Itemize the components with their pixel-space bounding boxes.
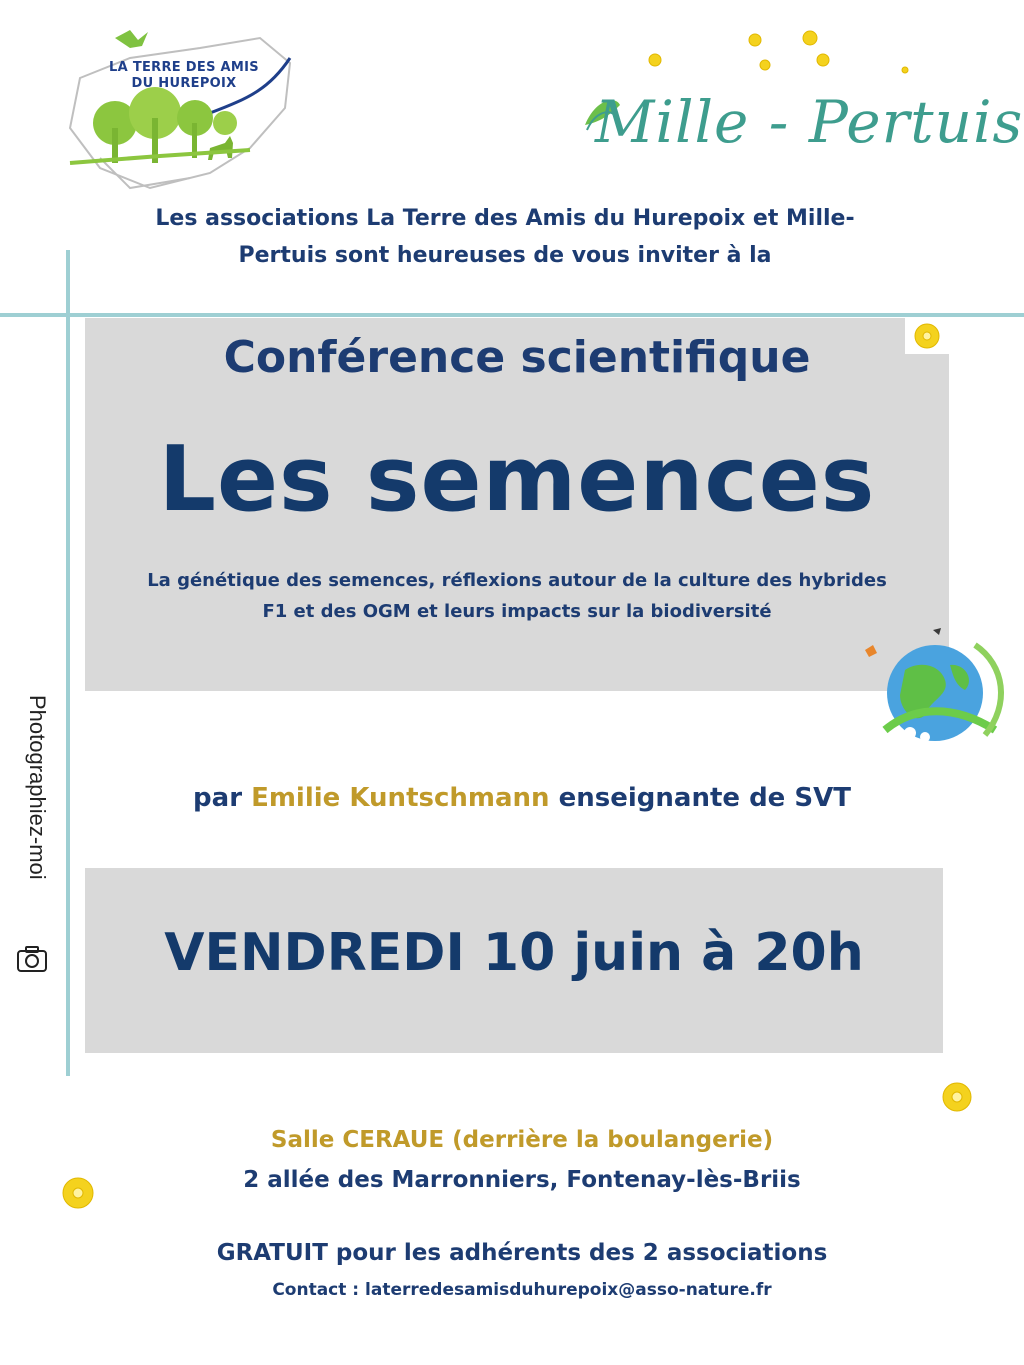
event-date: VENDREDI 10 juin à 20h xyxy=(164,923,864,983)
horizontal-accent-line xyxy=(0,313,1024,317)
globe-icon xyxy=(855,625,1015,755)
flower-icon xyxy=(940,1080,974,1114)
venue-address: 2 allée des Marronniers, Fontenay-lès-Briis xyxy=(243,1167,801,1193)
free-admission: GRATUIT pour les adhérents des 2 associations xyxy=(216,1240,828,1266)
tree-landscape-icon xyxy=(60,18,300,203)
venue-info xyxy=(90,1120,954,1200)
contact-email[interactable]: Contact : laterredesamisduhurepoix@asso-nature.fr xyxy=(272,1280,772,1300)
subtitle-line-1: La génétique des semences, réflexions autour de la culture des hybrides xyxy=(147,570,887,591)
right-logo-text: Mille - Pertuis xyxy=(595,88,1024,156)
venue-hall: Salle CERAUE (derrière la boulangerie) xyxy=(270,1127,774,1153)
speaker-role: enseignante de SVT xyxy=(558,783,851,813)
intro-line-1: Les associations La Terre des Amis du Hurepoix et Mille- xyxy=(155,206,855,231)
speaker-prefix: par xyxy=(193,783,243,813)
photo-credit-text: Photographiez-moi xyxy=(25,695,50,880)
conference-label: Conférence scientifique xyxy=(223,332,811,383)
flower-icon xyxy=(905,318,949,354)
terre-des-amis-logo xyxy=(60,18,300,203)
speaker-name: Emilie Kuntschmann xyxy=(251,783,550,813)
vertical-accent-line xyxy=(66,250,70,1076)
mille-pertuis-logo xyxy=(575,30,1024,180)
subtitle-line-2: F1 et des OGM et leurs impacts sur la biodiversité xyxy=(262,601,772,622)
main-title: Les semences xyxy=(158,427,876,532)
conference-subtitle xyxy=(85,565,949,627)
left-logo-text: LA TERRE DES AMIS DU HUREPOIX xyxy=(109,60,259,91)
intro-line-2: Pertuis sont heureuses de vous inviter à la xyxy=(238,243,772,268)
camera-icon xyxy=(16,945,48,975)
speaker-line xyxy=(90,778,954,818)
intro-text xyxy=(90,200,920,274)
photo-credit xyxy=(14,695,50,985)
